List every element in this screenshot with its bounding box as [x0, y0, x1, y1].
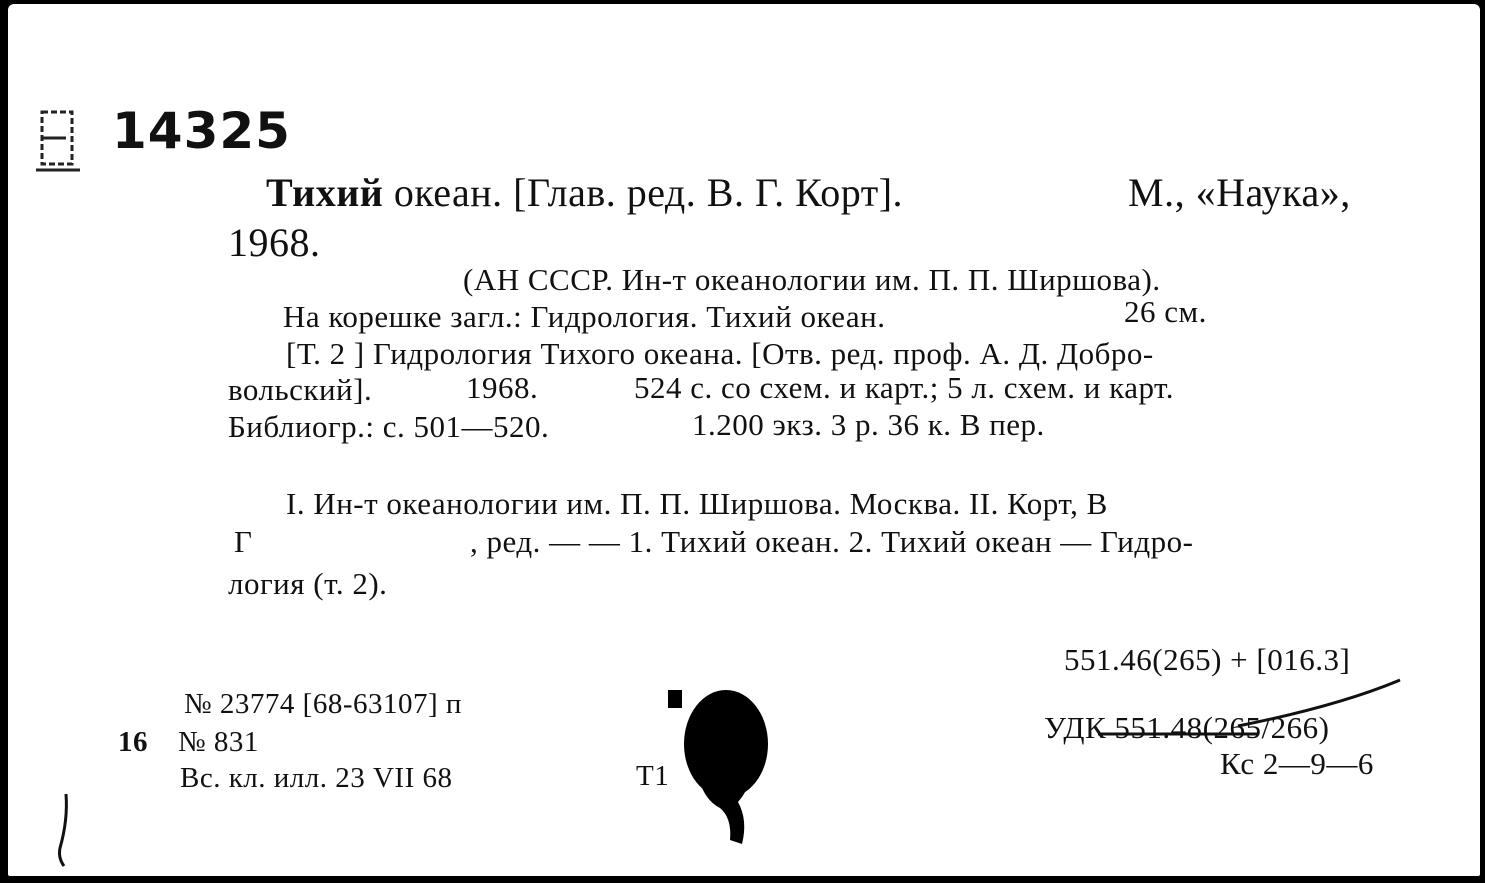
year: 1968.: [228, 220, 321, 265]
added-entries-line-1: I. Ин-т океанологии им. П. П. Ширшова. Москва. II. Корт, В: [286, 486, 1108, 521]
kc-code: Кс 2—9—6: [1220, 746, 1374, 781]
pen-mark: [44, 790, 84, 870]
ink-blot-mark: [668, 680, 788, 850]
udk-strike-marks: [1088, 676, 1408, 746]
spine-title: На корешке загл.: Гидрология. Тихий океан.: [283, 299, 886, 334]
call-number: 14325: [112, 102, 291, 160]
title-line: [266, 169, 903, 216]
classification: 551.46(265) + [016.3]: [1064, 642, 1351, 677]
volume-line-2c: 524 с. со схем. и карт.; 5 л. схем. и карт.: [634, 370, 1175, 405]
print-info-tail: Т1: [636, 760, 670, 792]
record-number-2: № 831: [178, 726, 259, 758]
print-run: 1.200 экз. 3 р. 36 к. В пер.: [692, 407, 1045, 442]
size: 26 см.: [1124, 294, 1207, 329]
series-note: (АН СССР. Ин-т океанологии им. П. П. Ширшова).: [463, 262, 1161, 297]
heading-rest: океан. [Глав. ред. В. Г. Корт].: [383, 170, 904, 215]
record-number: № 23774 [68-63107] п: [184, 688, 462, 720]
publisher: М., «Наука»,: [1128, 170, 1351, 215]
bibliography: Библиогр.: с. 501—520.: [228, 409, 550, 444]
catalog-card: [8, 4, 1480, 876]
udk: УДК 551.48(265/266): [1044, 710, 1330, 745]
added-entries-line-2b: , ред. — — 1. Тихий океан. 2. Тихий океан — Гидро-: [470, 524, 1194, 559]
heading-bold: Тихий: [266, 170, 384, 215]
volume-line-2a: вольский].: [228, 372, 373, 407]
volume-line-1: [Т. 2 ] Гидрология Тихого океана. [Отв. ред. проф. А. Д. Добро-: [286, 336, 1154, 371]
added-entries-line-2a: Г: [234, 524, 253, 559]
library-stamp-icon: [36, 106, 80, 174]
print-info: Вс. кл. илл. 23 VII 68: [180, 762, 453, 794]
added-entries-line-3: логия (т. 2).: [228, 566, 388, 601]
record-prefix: 16: [118, 726, 148, 758]
volume-line-2b: 1968.: [466, 370, 539, 405]
